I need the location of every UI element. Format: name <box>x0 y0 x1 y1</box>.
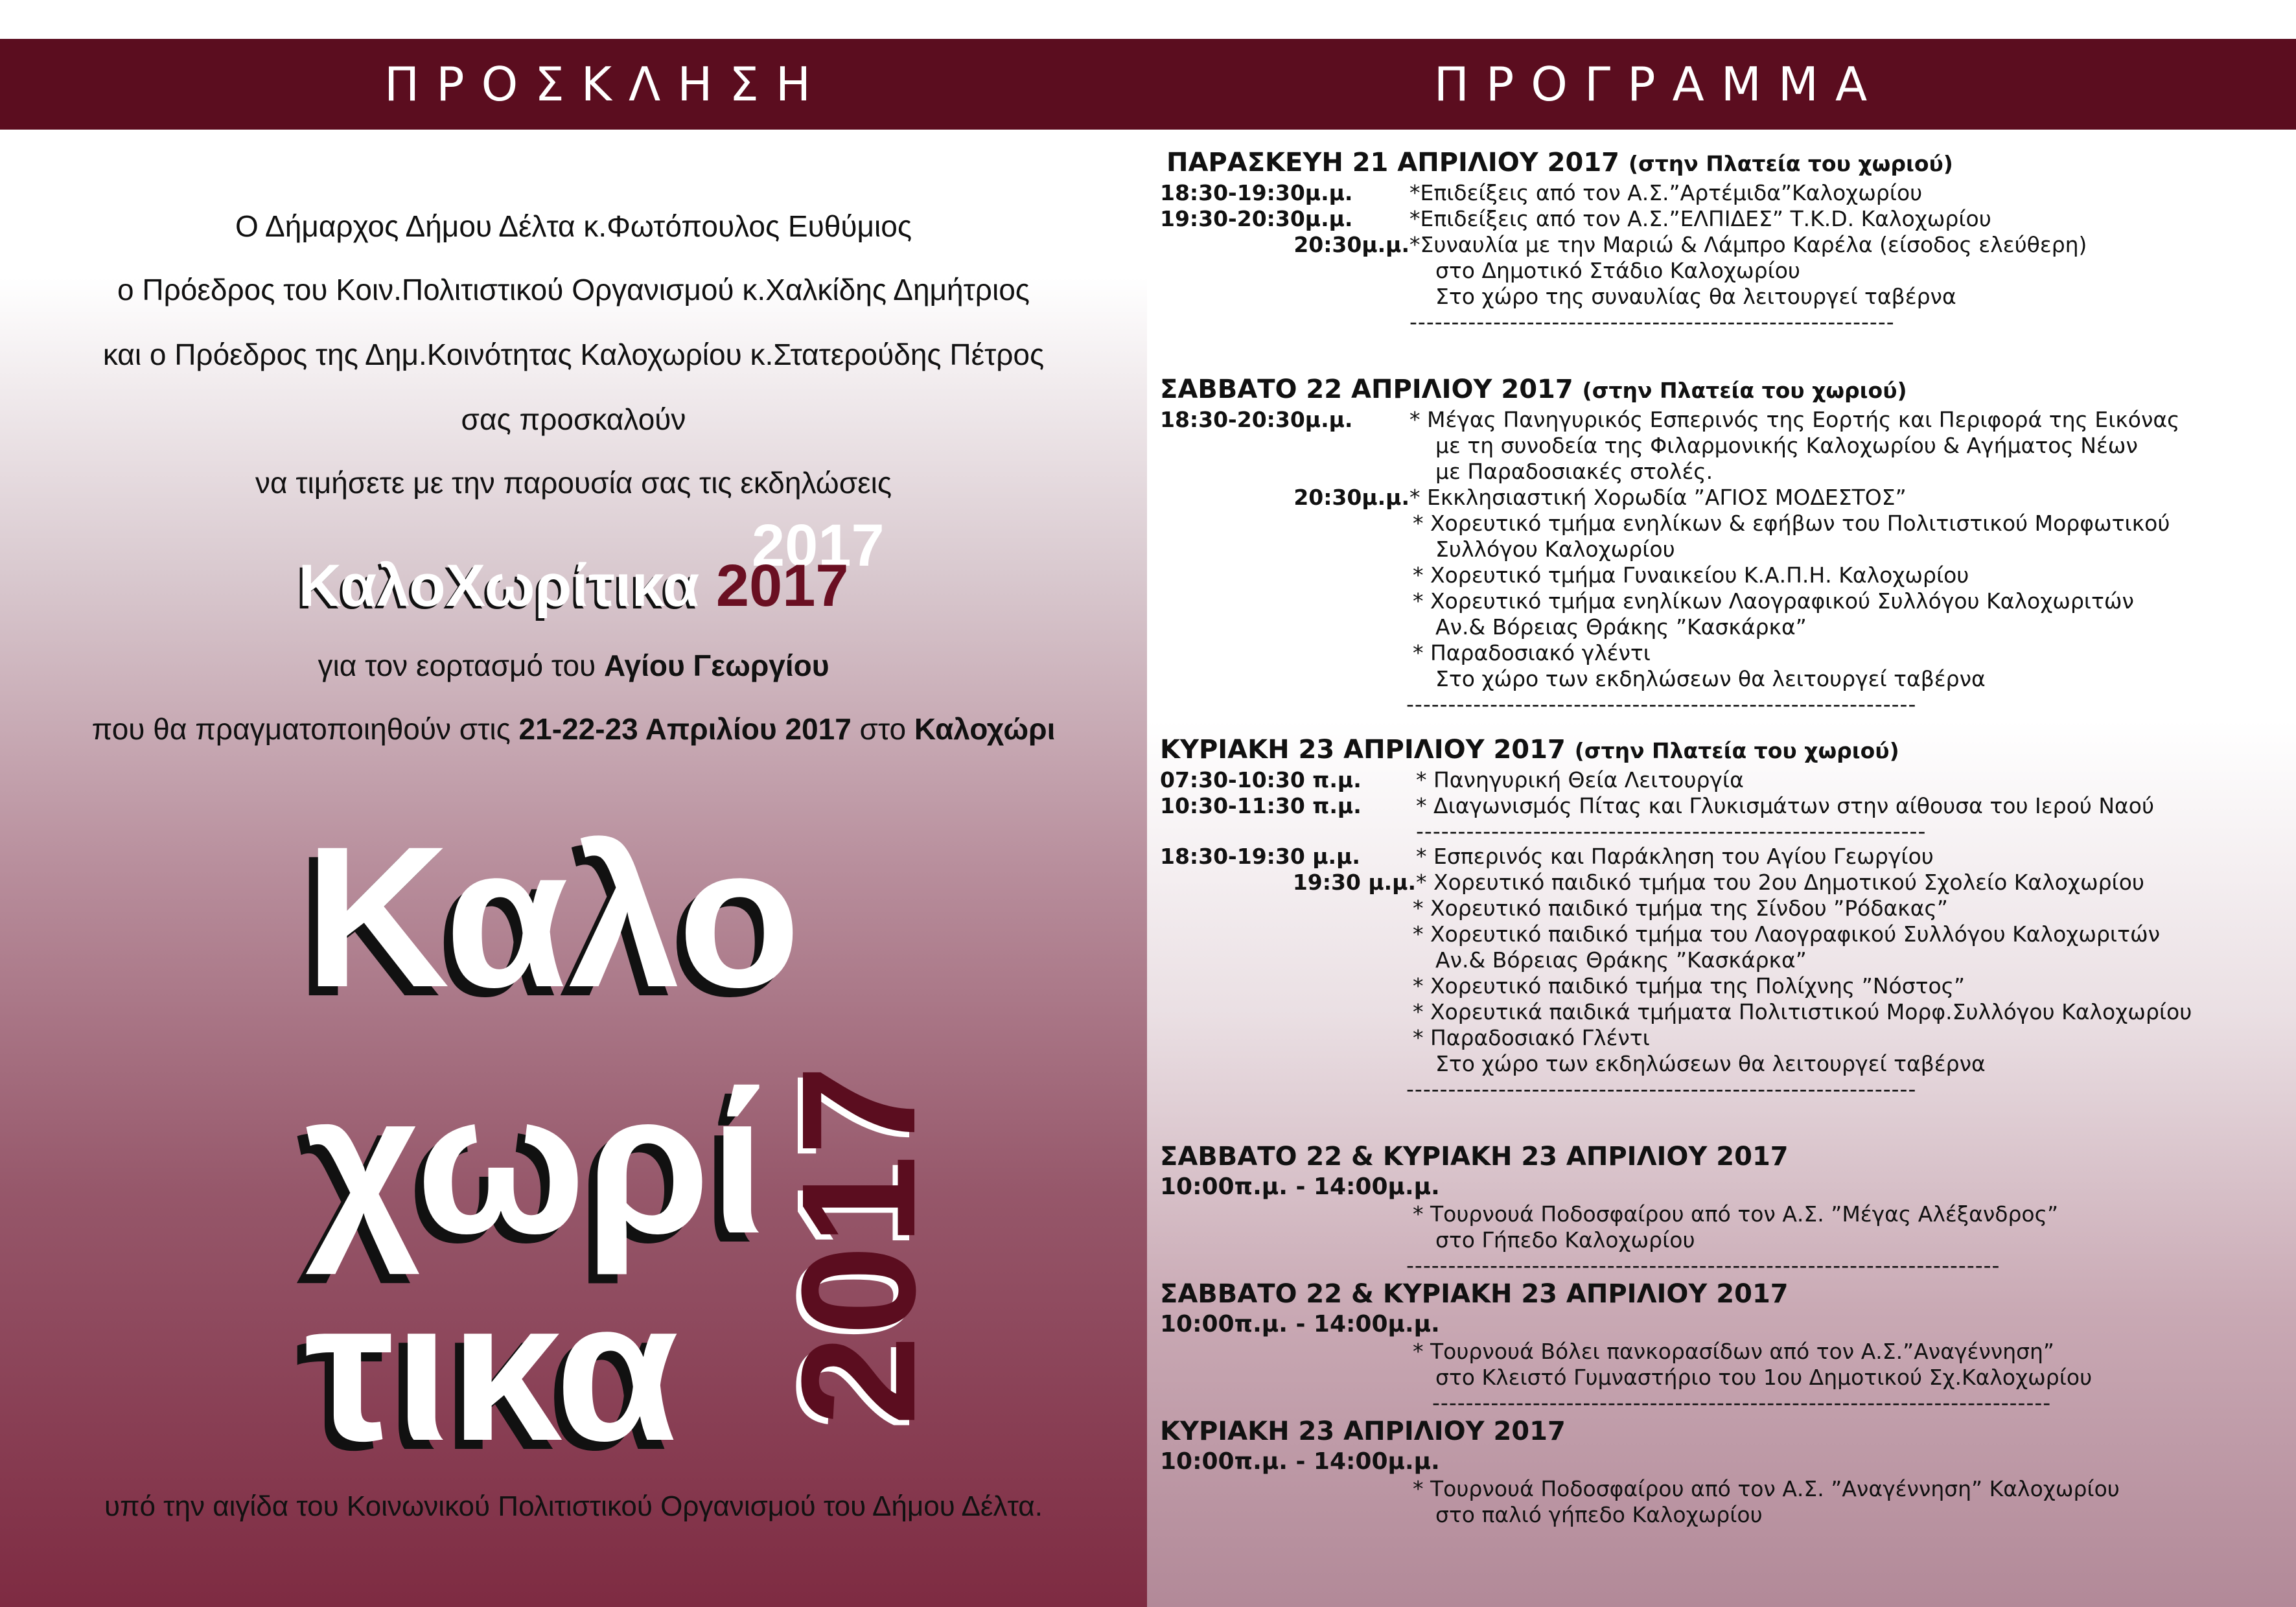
day2-item2: * Χορευτικό τμήμα Γυναικείου Κ.Α.Π.Η. Καλοχωρίου <box>1413 562 1969 588</box>
event-title <box>0 552 1147 620</box>
day2-row2: 20:30μ.μ. * Εκκλησιαστική Χορωδία ”ΑΓΙΟΣ ΜΟΔΕΣΤΟΣ” <box>1293 485 1907 510</box>
day2-item1: * Χορευτικό τμήμα ενηλίκων & εφήβων του Πολιτιστικού Μορφωτικού <box>1413 511 2170 536</box>
sport1-divider: ----------------------------------------------------------------------- <box>1406 1253 2000 1278</box>
day1-divider: ---------------------------------------------------------- <box>1409 309 1895 334</box>
logo-vertical-year: 2017 <box>768 1065 949 1426</box>
logo-word-tika: τικα <box>305 1258 679 1483</box>
event-dates: 21-22-23 Απριλίου 2017 <box>518 712 852 746</box>
day3-item5-cont: Στο χώρο των εκδηλώσεων θα λειτουργεί ταβέρνα <box>1435 1051 1986 1076</box>
day3-row4: 19:30 μ.μ. * Χορευτικό παιδικό τμήμα του 2ου Δημοτικού Σχολείο Καλοχωρίου <box>1292 870 2144 895</box>
day2-row1-cont2: με Παραδοσιακές στολές. <box>1435 459 1713 484</box>
day3-header: ΚΥΡΙΑΚΗ 23 ΑΠΡΙΛΙΟΥ 2017 (στην Πλατεία του χωριού) <box>1160 735 1899 765</box>
day3-row2: 10:30-11:30 π.μ. * Διαγωνισμός Πίτας και Γλυκισμάτων στην αίθουσα του Ιερού Ναού <box>1160 793 2155 818</box>
day3-item2: * Χορευτικό παιδικό τμήμα του Λαογραφικού Συλλόγου Καλοχωριτών <box>1413 921 2161 947</box>
sport1-venue: στο Γήπεδο Καλοχωρίου <box>1435 1227 1695 1253</box>
day3-item5: * Παραδοσιακό Γλέντι <box>1413 1025 1650 1050</box>
event-name: ΚαλοΧωρίτικα <box>298 553 700 619</box>
day3-item3: * Χορευτικό παιδικό τμήμα της Πολίχνης ”Νόστος” <box>1413 973 1966 999</box>
program-title: ΠΡΟΓΡΑΜΜΑ <box>1433 57 1884 111</box>
patronage-footer: υπό την αιγίδα του Κοινωνικού Πολιτιστικού Οργανισμού του Δήμου Δέλτα. <box>104 1490 1043 1522</box>
sport2-divider: -------------------------------------------------------------------------- <box>1432 1390 2052 1415</box>
logo-word-kalo: Καλο <box>305 804 801 1029</box>
sport3-desc: * Τουρνουά Ποδοσφαίρου από τον Α.Σ. ”Αναγέννηση” Καλοχωρίου <box>1413 1476 2120 1501</box>
day3-item4: * Χορευτικά παιδικά τμήματα Πολιτιστικού Μορφ.Συλλόγου Καλοχωρίου <box>1413 999 2192 1024</box>
day1-row1: 18:30-19:30μ.μ. *Επιδείξεις από τον Α.Σ.”Αρτέμιδα”Καλοχωρίου <box>1160 180 1923 205</box>
day2-item3: * Χορευτικό τμήμα ενηλίκων Λαογραφικού Συλλόγου Καλοχωριτών <box>1413 588 2134 614</box>
invitation-title: ΠΡΟΣΚΛΗΣΗ <box>384 57 828 111</box>
invitation-line-community: και ο Πρόεδρος της Δημ.Κοινότητας Καλοχωρίου κ.Στατερούδης Πέτρος <box>102 338 1045 371</box>
day1-row2: 19:30-20:30μ.μ. *Επιδείξεις από τον Α.Σ.”ΕΛΠΙΔΕΣ” Τ.Κ.D. Καλοχωρίου <box>1160 206 1991 231</box>
invitation-line-president: ο Πρόεδρος του Κοιν.Πολιτιστικού Οργανισμού κ.Χαλκίδης Δημήτριος <box>117 273 1030 306</box>
day2-item4: * Παραδοσιακό γλέντι <box>1413 640 1651 665</box>
sport1-header: ΣΑΒΒΑΤΟ 22 & ΚΥΡΙΑΚΗ 23 ΑΠΡΙΛΙΟΥ 2017 <box>1160 1142 1789 1172</box>
sport2-desc: * Τουρνουά Βόλει πανκορασίδων από τον Α.Σ.”Αναγέννηση” <box>1413 1339 2055 1364</box>
day1-row3: 20:30μ.μ. *Συναυλία με την Μαριώ & Λάμπρο Καρέλα (είσοδος ελεύθερη) <box>1293 232 2087 257</box>
invitation-line-dates: που θα πραγματοποιηθούν στις 21-22-23 Απριλίου 2017 στο Καλοχώρι <box>91 712 1056 746</box>
sport2-venue: στο Κλειστό Γυμναστήριο του 1ου Δημοτικού Σχ.Καλοχωρίου <box>1435 1365 2093 1390</box>
day2-divider: ------------------------------------------------------------- <box>1406 691 1917 717</box>
day3-divider-morning: ------------------------------------------------------------- <box>1416 818 1927 844</box>
day3-divider: ------------------------------------------------------------- <box>1406 1076 1917 1102</box>
event-location: Καλοχώρι <box>914 712 1056 746</box>
sport3-venue: στο παλιό γήπεδο Καλοχωρίου <box>1435 1502 1763 1527</box>
event-year: 2017 <box>715 553 849 619</box>
day2-row1: 18:30-20:30μ.μ. * Μέγας Πανηγυρικός Εσπερινός της Εορτής και Περιφορά της Εικόνας <box>1160 407 2180 432</box>
day2-item1-cont: Συλλόγου Καλοχωρίου <box>1435 537 1675 562</box>
sport1-time: 10:00π.μ. - 14:00μ.μ. <box>1160 1173 1440 1200</box>
day2-row1-cont1: με τη συνοδεία της Φιλαρμονικής Καλοχωρίου & Αγήματος Νέων <box>1435 433 2138 458</box>
logo-word-chori: χωρί <box>305 1050 766 1275</box>
day3-row3: 18:30-19:30 μ.μ. * Εσπερινός και Παράκληση του Αγίου Γεωργίου <box>1160 844 1934 869</box>
day1-row3-venue: στο Δημοτικό Στάδιο Καλοχωρίου <box>1435 258 1801 283</box>
sport2-time: 10:00π.μ. - 14:00μ.μ. <box>1160 1311 1440 1337</box>
day1-header: ΠΑΡΑΣΚΕΥΗ 21 ΑΠΡΙΛΙΟΥ 2017 (στην Πλατεία του χωριού) <box>1166 148 1953 178</box>
invitation-line-invite: σας προσκαλούν <box>461 402 686 436</box>
program-schedule <box>1160 146 2291 1528</box>
day2-item4-cont: Στο χώρο των εκδηλώσεων θα λειτουργεί ταβέρνα <box>1435 666 1986 691</box>
day3-item2-cont: Αν.& Βόρειας Θράκης ”Κασκάρκα” <box>1435 947 1807 973</box>
day3-item1: * Χορευτικό παιδικό τμήμα της Σίνδου ”Ρόδακας” <box>1413 896 1948 921</box>
sport2-header: ΣΑΒΒΑΤΟ 22 & ΚΥΡΙΑΚΗ 23 ΑΠΡΙΛΙΟΥ 2017 <box>1160 1279 1789 1309</box>
sport3-time: 10:00π.μ. - 14:00μ.μ. <box>1160 1448 1440 1475</box>
invitation-line-celebration: για τον εορτασμό του Αγίου Γεωργίου <box>318 649 829 682</box>
sport1-desc: * Τουρνουά Ποδοσφαίρου από τον Α.Σ. ”Μέγας Αλέξανδρος” <box>1413 1201 2059 1227</box>
sport3-header: ΚΥΡΙΑΚΗ 23 ΑΠΡΙΛΙΟΥ 2017 <box>1160 1416 1566 1446</box>
invitation-line-honor: να τιμήσετε με την παρουσία σας τις εκδηλώσεις <box>255 466 892 500</box>
saint-name: Αγίου Γεωργίου <box>603 649 829 682</box>
ghost-year: 2017 <box>752 513 885 579</box>
invitation-line-mayor: Ο Δήμαρχος Δήμου Δέλτα κ.Φωτόπουλος Ευθύμιος <box>235 209 912 243</box>
day2-header: ΣΑΒΒΑΤΟ 22 ΑΠΡΙΛΙΟΥ 2017 (στην Πλατεία του χωριού) <box>1160 375 1907 404</box>
day1-row3-tavern: Στο χώρο της συναυλίας θα λειτουργεί ταβέρνα <box>1435 284 1956 309</box>
day2-item3-cont: Αν.& Βόρειας Θράκης ”Κασκάρκα” <box>1435 614 1807 640</box>
day3-row1: 07:30-10:30 π.μ. * Πανηγυρική Θεία Λειτουργία <box>1160 767 1744 792</box>
